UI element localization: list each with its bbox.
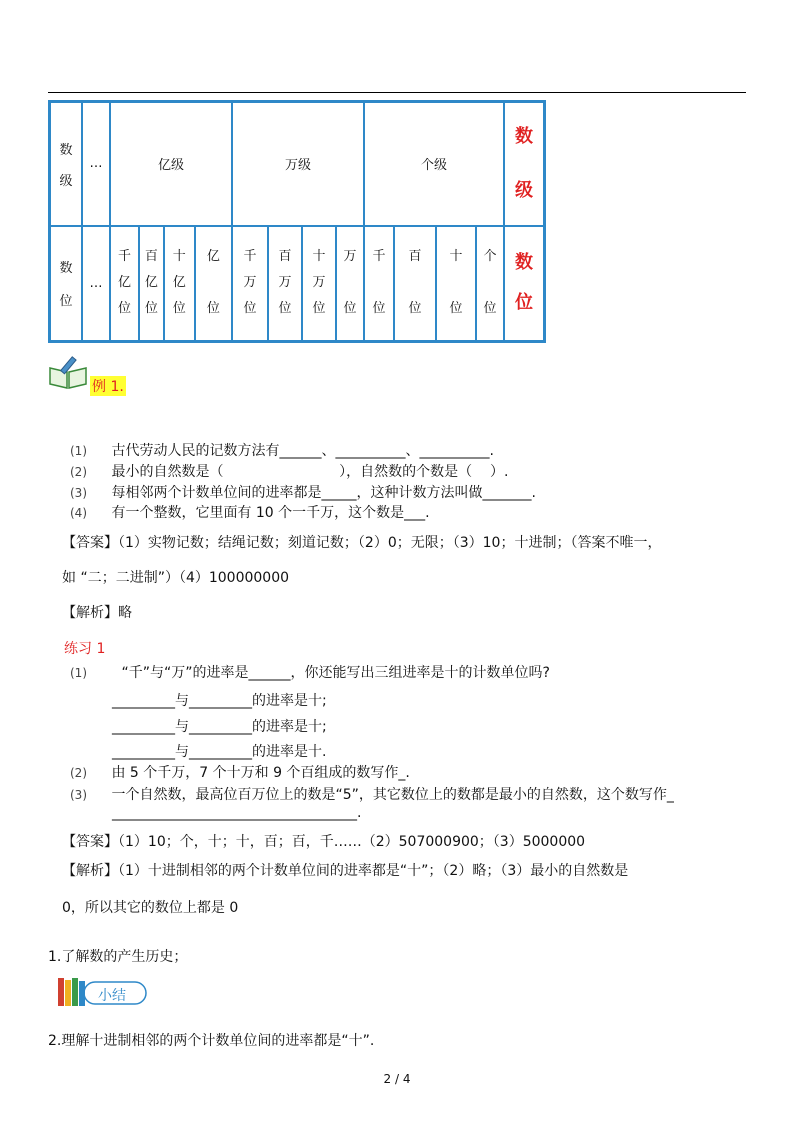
place-cell — [110, 226, 139, 342]
cell-text: 数 — [59, 142, 73, 158]
place-cell — [394, 226, 436, 342]
cell-text: 位 — [449, 301, 463, 317]
practice-1 — [70, 662, 550, 682]
cell-text: 位 — [172, 301, 186, 317]
cell-text — [196, 270, 231, 296]
cell-text: 万 — [312, 275, 326, 291]
row2-ellipsis: … — [82, 226, 110, 342]
question-text: “千”与“万”的进率是______，你还能写出三组进率是十的计数单位吗? — [121, 665, 550, 681]
practice-3-blank: ___________________________________. — [112, 805, 362, 821]
question-text: 一个自然数，最高位百万位上的数是“5”，其它数位上的数都是最小的自然数，这个数写作_ — [111, 787, 674, 803]
example-answer-cont: 如 “二；二进制”）（4）100000000 — [62, 570, 290, 586]
cell-text: 位 — [408, 301, 422, 317]
cell-text: 位 — [243, 301, 257, 317]
page-number: 2 / 4 — [383, 1072, 411, 1086]
place-cell — [302, 226, 336, 342]
practice-3 — [70, 784, 674, 804]
cell-text: 百 — [278, 249, 292, 265]
header-rule — [48, 92, 746, 93]
question-number: (2) — [70, 766, 87, 780]
summary-point-2: 2.理解十进制相邻的两个计数单位间的进率都是“十”. — [48, 1033, 375, 1049]
cell-text: 位 — [372, 301, 386, 317]
book-pencil-icon — [48, 354, 88, 390]
cell-text: 级 — [59, 173, 73, 189]
cell-text: 位 — [144, 301, 158, 317]
question-text: 古代劳动人民的记数方法有______、__________、__________. — [111, 443, 494, 459]
question-number: (1) — [70, 666, 87, 680]
cell-text: 万 — [278, 275, 292, 291]
cell-text — [365, 270, 393, 296]
cell-text: 位 — [206, 301, 220, 317]
example-label: 例 1. — [90, 376, 126, 396]
question-4 — [70, 502, 430, 522]
cell-text: 位 — [343, 301, 357, 317]
place-cell — [164, 226, 195, 342]
cell-text: 位 — [59, 294, 73, 310]
practice-answer: 【答案】（1）10；个，十；十，百；百，千……（2）507000900；（3）5000000 — [62, 834, 586, 850]
cell-text — [477, 270, 503, 296]
question-text: 每相邻两个计数单位间的进率都是_____，这种计数方法叫做_______. — [111, 485, 536, 501]
wan-level: 万级 — [232, 102, 364, 226]
place-cell — [364, 226, 394, 342]
place-value-table — [48, 100, 546, 343]
cell-text: 千 — [117, 249, 131, 265]
practice-2 — [70, 762, 410, 782]
question-2 — [70, 461, 508, 481]
cell-text: 万 — [343, 249, 357, 265]
example-answer: 【答案】（1）实物记数；结绳记数；刻道记数；（2）0；无限；（3）10；十进制；（答案不唯一， — [62, 535, 662, 551]
question-3 — [70, 482, 536, 502]
question-number: (3) — [70, 788, 87, 802]
question-number: (2) — [70, 465, 87, 479]
summary-label: 小结 — [98, 988, 126, 1004]
question-text: 有一个整数，它里面有 10 个一千万，这个数是___. — [111, 505, 430, 521]
practice-1a: _________与_________的进率是十; — [112, 693, 327, 709]
place-cell — [476, 226, 504, 342]
cell-text — [395, 270, 435, 296]
row1-ellipsis: … — [82, 102, 110, 226]
question-text: 最小的自然数是（ ），自然数的个数是（ ）. — [111, 464, 509, 480]
yi-level: 亿级 — [110, 102, 232, 226]
place-cell — [139, 226, 164, 342]
cell-text: 数 — [59, 261, 73, 277]
cell-text: 亿 — [206, 249, 220, 265]
cell-text: 百 — [408, 249, 422, 265]
summary-point-1: 1.了解数的产生历史； — [48, 949, 188, 965]
question-number: (3) — [70, 486, 87, 500]
practice-analysis: 【解析】（1）十进制相邻的两个计数单位间的进率都是“十”；（2）略；（3）最小的自然数是 — [62, 863, 629, 879]
practice-title: 练习 1 — [64, 641, 106, 657]
place-cell — [232, 226, 268, 342]
cell-text: 亿 — [172, 275, 186, 291]
cell-text: 千 — [372, 249, 386, 265]
cell-text: 个 — [483, 249, 497, 265]
row2-right-label — [504, 226, 545, 342]
cell-text: 千 — [243, 249, 257, 265]
cell-text: 十 — [449, 249, 463, 265]
place-cell — [195, 226, 232, 342]
cell-text: 亿 — [144, 275, 158, 291]
place-cell — [268, 226, 302, 342]
practice-1b: _________与_________的进率是十; — [112, 719, 327, 735]
cell-text: 位 — [312, 301, 326, 317]
cell-text: 位 — [278, 301, 292, 317]
row1-header — [50, 102, 83, 226]
cell-text: 万 — [243, 275, 257, 291]
cell-text: 十 — [172, 249, 186, 265]
cell-text: 位 — [117, 301, 131, 317]
cell-text: 位 — [515, 292, 533, 314]
practice-1c: _________与_________的进率是十. — [112, 744, 327, 760]
row1-right-label — [504, 102, 545, 226]
cell-text: 数 — [515, 252, 533, 274]
cell-text — [337, 270, 363, 296]
place-cell — [436, 226, 476, 342]
question-number: (1) — [70, 444, 87, 458]
practice-analysis-cont: 0，所以其它的数位上都是 0 — [62, 900, 239, 916]
cell-text — [437, 270, 475, 296]
cell-text: 十 — [312, 249, 326, 265]
ge-level: 个级 — [364, 102, 504, 226]
cell-text: 数 — [515, 125, 533, 147]
place-cell — [336, 226, 364, 342]
cell-text: 位 — [483, 301, 497, 317]
cell-text: 亿 — [117, 275, 131, 291]
row2-header — [50, 226, 83, 342]
cell-text: 百 — [144, 249, 158, 265]
question-text: 由 5 个千万，7 个十万和 9 个百组成的数写作_. — [111, 765, 410, 781]
question-number: (4) — [70, 506, 87, 520]
cell-text: 级 — [515, 179, 533, 201]
example-analysis: 【解析】略 — [62, 605, 132, 621]
question-1 — [70, 440, 494, 460]
